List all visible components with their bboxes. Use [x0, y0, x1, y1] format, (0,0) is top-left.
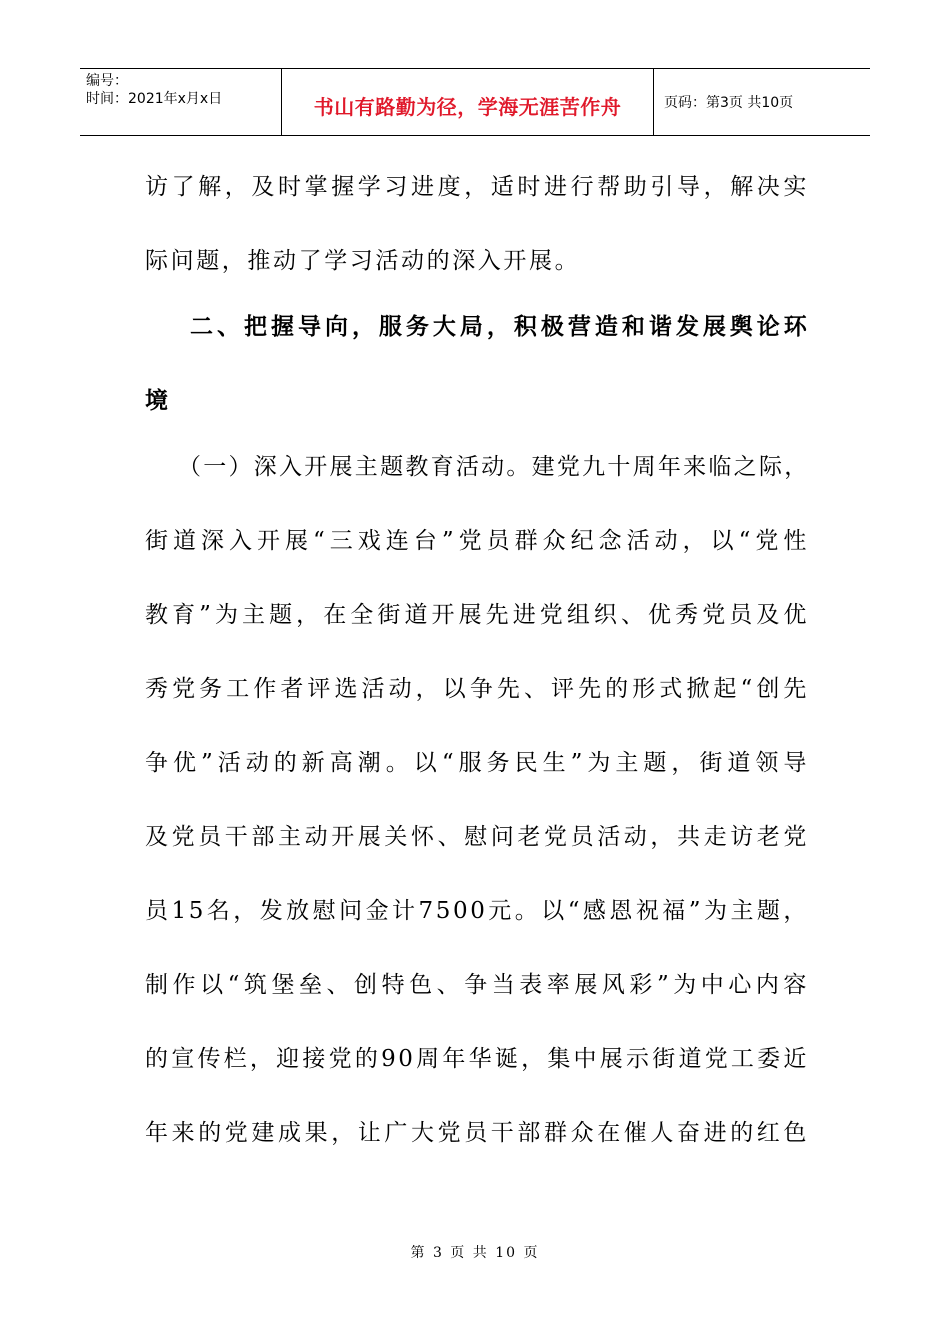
section-heading-line: 二、把握导向，服务大局，积极营造和谐发展舆论环 — [190, 314, 809, 340]
header-motto-cell — [282, 69, 654, 135]
body-line: 争优”活动的新高潮。以“服务民生”为主题，街道领导 — [145, 750, 809, 776]
body-line: 访了解，及时掌握学习进度，适时进行帮助引导，解决实 — [145, 174, 809, 200]
body-line: 年来的党建成果，让广大党员干部群众在催人奋进的红色 — [145, 1120, 809, 1146]
body-line: 教育”为主题，在全街道开展先进党组织、优秀党员及优 — [145, 602, 809, 628]
document-date-label: 时间：2021年x月x日 — [86, 91, 223, 107]
body-line: 及党员干部主动开展关怀、慰问老党员活动，共走访老党 — [145, 824, 809, 850]
header-meta-cell — [80, 69, 282, 135]
body-line: 街道深入开展“三戏连台”党员群众纪念活动，以“党性 — [145, 528, 809, 554]
body-line: 员15名，发放慰问金计7500元。以“感恩祝福”为主题， — [145, 898, 809, 924]
header-motto: 书山有路勤为径，学海无涯苦作舟 — [313, 95, 622, 119]
body-line: 制作以“筑堡垒、创特色、争当表率展风彩”为中心内容 — [145, 972, 809, 998]
header-page-number: 页码：第3页 共10页 — [664, 95, 794, 111]
body-line: 际问题，推动了学习活动的深入开展。 — [145, 248, 581, 274]
page-header — [80, 68, 870, 136]
body-line: （一）深入开展主题教育活动。建党九十周年来临之际， — [178, 454, 809, 480]
body-line: 秀党务工作者评选活动，以争先、评先的形式掀起“创先 — [145, 676, 809, 702]
section-heading-line: 境 — [145, 388, 171, 414]
header-page-cell — [654, 69, 870, 135]
body-line: 的宣传栏，迎接党的90周年华诞，集中展示街道党工委近 — [145, 1046, 809, 1072]
page-footer: 第 3 页 共 10 页 — [410, 1245, 540, 1261]
document-number-label: 编号： — [86, 73, 128, 89]
